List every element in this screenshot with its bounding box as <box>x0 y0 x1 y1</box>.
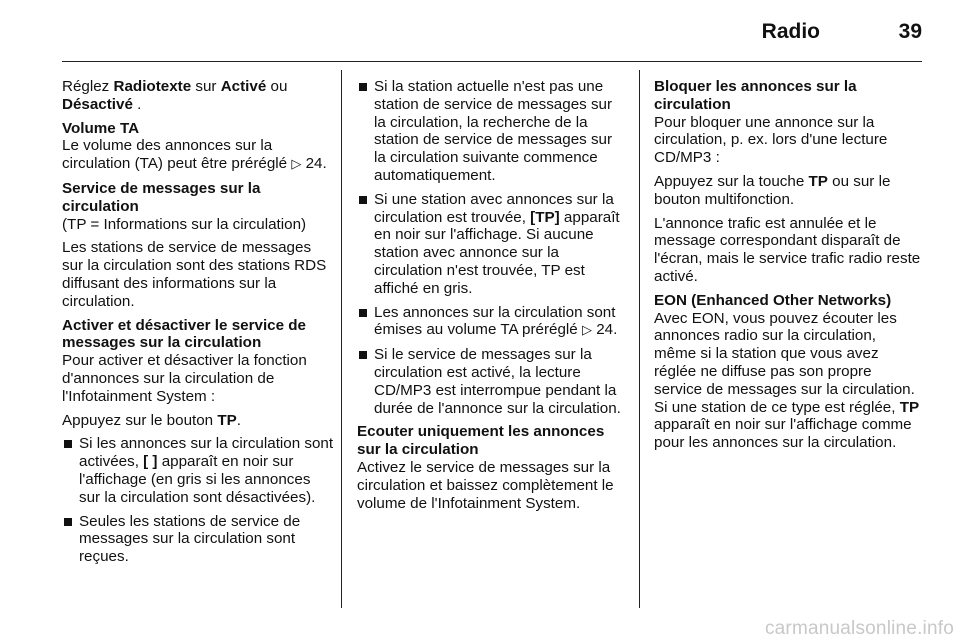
column-3 <box>654 78 922 458</box>
block-cancel-text: L'annonce trafic est annulée et le message correspondant disparaît de l'écran, mais le service trafic radio reste activé. <box>654 214 921 285</box>
list-item: Si les annonces sur la circulation sont activées, [ ] apparaît en noir sur l'affichage (en gris si les annonces sur la circulation sont désactivées). <box>62 435 334 506</box>
header-rule <box>62 61 922 62</box>
bullet-square-icon <box>359 196 367 204</box>
list-item: Si une station avec annonces sur la circulation est trouvée, [TP] apparaît en noir sur l'affichage. Si aucune station avec annonce sur la circulation n'est trouvée, TP est affiché en gris. <box>357 191 623 298</box>
tp-service-definition: (TP = Informations sur la circulation) <box>62 215 307 233</box>
intro-paragraph: Réglez Radiotexte sur Activé ou Désactivé . <box>62 78 288 113</box>
page-ref-icon: ▷ <box>291 157 302 173</box>
block-text: Pour bloquer une annonce sur la circulation, p. ex. lors d'une lecture CD/MP3 : <box>654 113 888 167</box>
list-item: Si la station actuelle n'est pas une station de service de messages sur la circulation, la recherche de la station de service de messages sur la circulation suivante commence automatiquement. <box>357 78 623 185</box>
list-item: Si le service de messages sur la circulation est activé, la lecture CD/MP3 est interrompue pendant la durée de l'annonce sur la circulation. <box>357 346 623 417</box>
block-press-tp: Appuyez sur la touche TP ou sur le bouton multifonction. <box>654 172 891 208</box>
page-ref-icon: ▷ <box>581 323 592 339</box>
list-item: Seules les stations de service de messages sur la circulation sont reçues. <box>62 513 334 566</box>
activate-heading: Activer et désactiver le service de messages sur la circulation <box>62 316 306 352</box>
page-header <box>0 0 960 64</box>
bullet-square-icon <box>64 518 72 526</box>
eon-heading: EON (Enhanced Other Networks) <box>654 291 892 309</box>
watermark: carmanualsonline.info <box>764 618 954 639</box>
bullet-square-icon <box>359 351 367 359</box>
activate-text: Pour activer et désactiver la fonction d'annonces sur la circulation de l'Infotainment System : <box>62 352 307 405</box>
volume-ta-heading: Volume TA <box>62 119 140 137</box>
listen-only-text: Activez le service de messages sur la circulation et baissez complètement le volume de l'Infotainment System. <box>357 458 614 512</box>
page-title: Radio <box>761 20 820 43</box>
page-number: 39 <box>898 20 922 43</box>
activate-bullet-list <box>62 435 334 566</box>
listen-only-heading: Ecouter uniquement les annonces sur la circulation <box>357 423 605 459</box>
tp-service-heading: Service de messages sur la circulation <box>62 179 261 215</box>
list-item: Les annonces sur la circulation sont émises au volume TA préréglé ▷ 24. <box>357 304 623 341</box>
bullet-square-icon <box>359 309 367 317</box>
column-1 <box>62 78 334 572</box>
tp-bullet-list <box>357 78 623 417</box>
bullet-square-icon <box>64 440 72 448</box>
volume-ta-text: Le volume des annonces sur la circulation (TA) peut être préréglé ▷ 24. <box>62 137 327 173</box>
column-divider-2 <box>639 70 640 608</box>
column-divider-1 <box>341 70 342 608</box>
block-heading: Bloquer les annonces sur la circulation <box>654 78 857 113</box>
activate-press-tp: Appuyez sur le bouton TP. <box>62 411 242 429</box>
column-2 <box>357 78 623 518</box>
eon-text: Avec EON, vous pouvez écouter les annonces radio sur la circulation, même si la station que vous avez réglée ne diffuse pas son propre service de messages sur la circulation. Si une station de ce type est réglée, TP apparaît en noir sur l'affichage comme pour les annonces sur la circulation. <box>654 309 920 452</box>
tp-service-text: Les stations de service de messages sur la circulation sont des stations RDS diffusant des informations sur la circulation. <box>62 239 327 310</box>
bullet-square-icon <box>359 83 367 91</box>
